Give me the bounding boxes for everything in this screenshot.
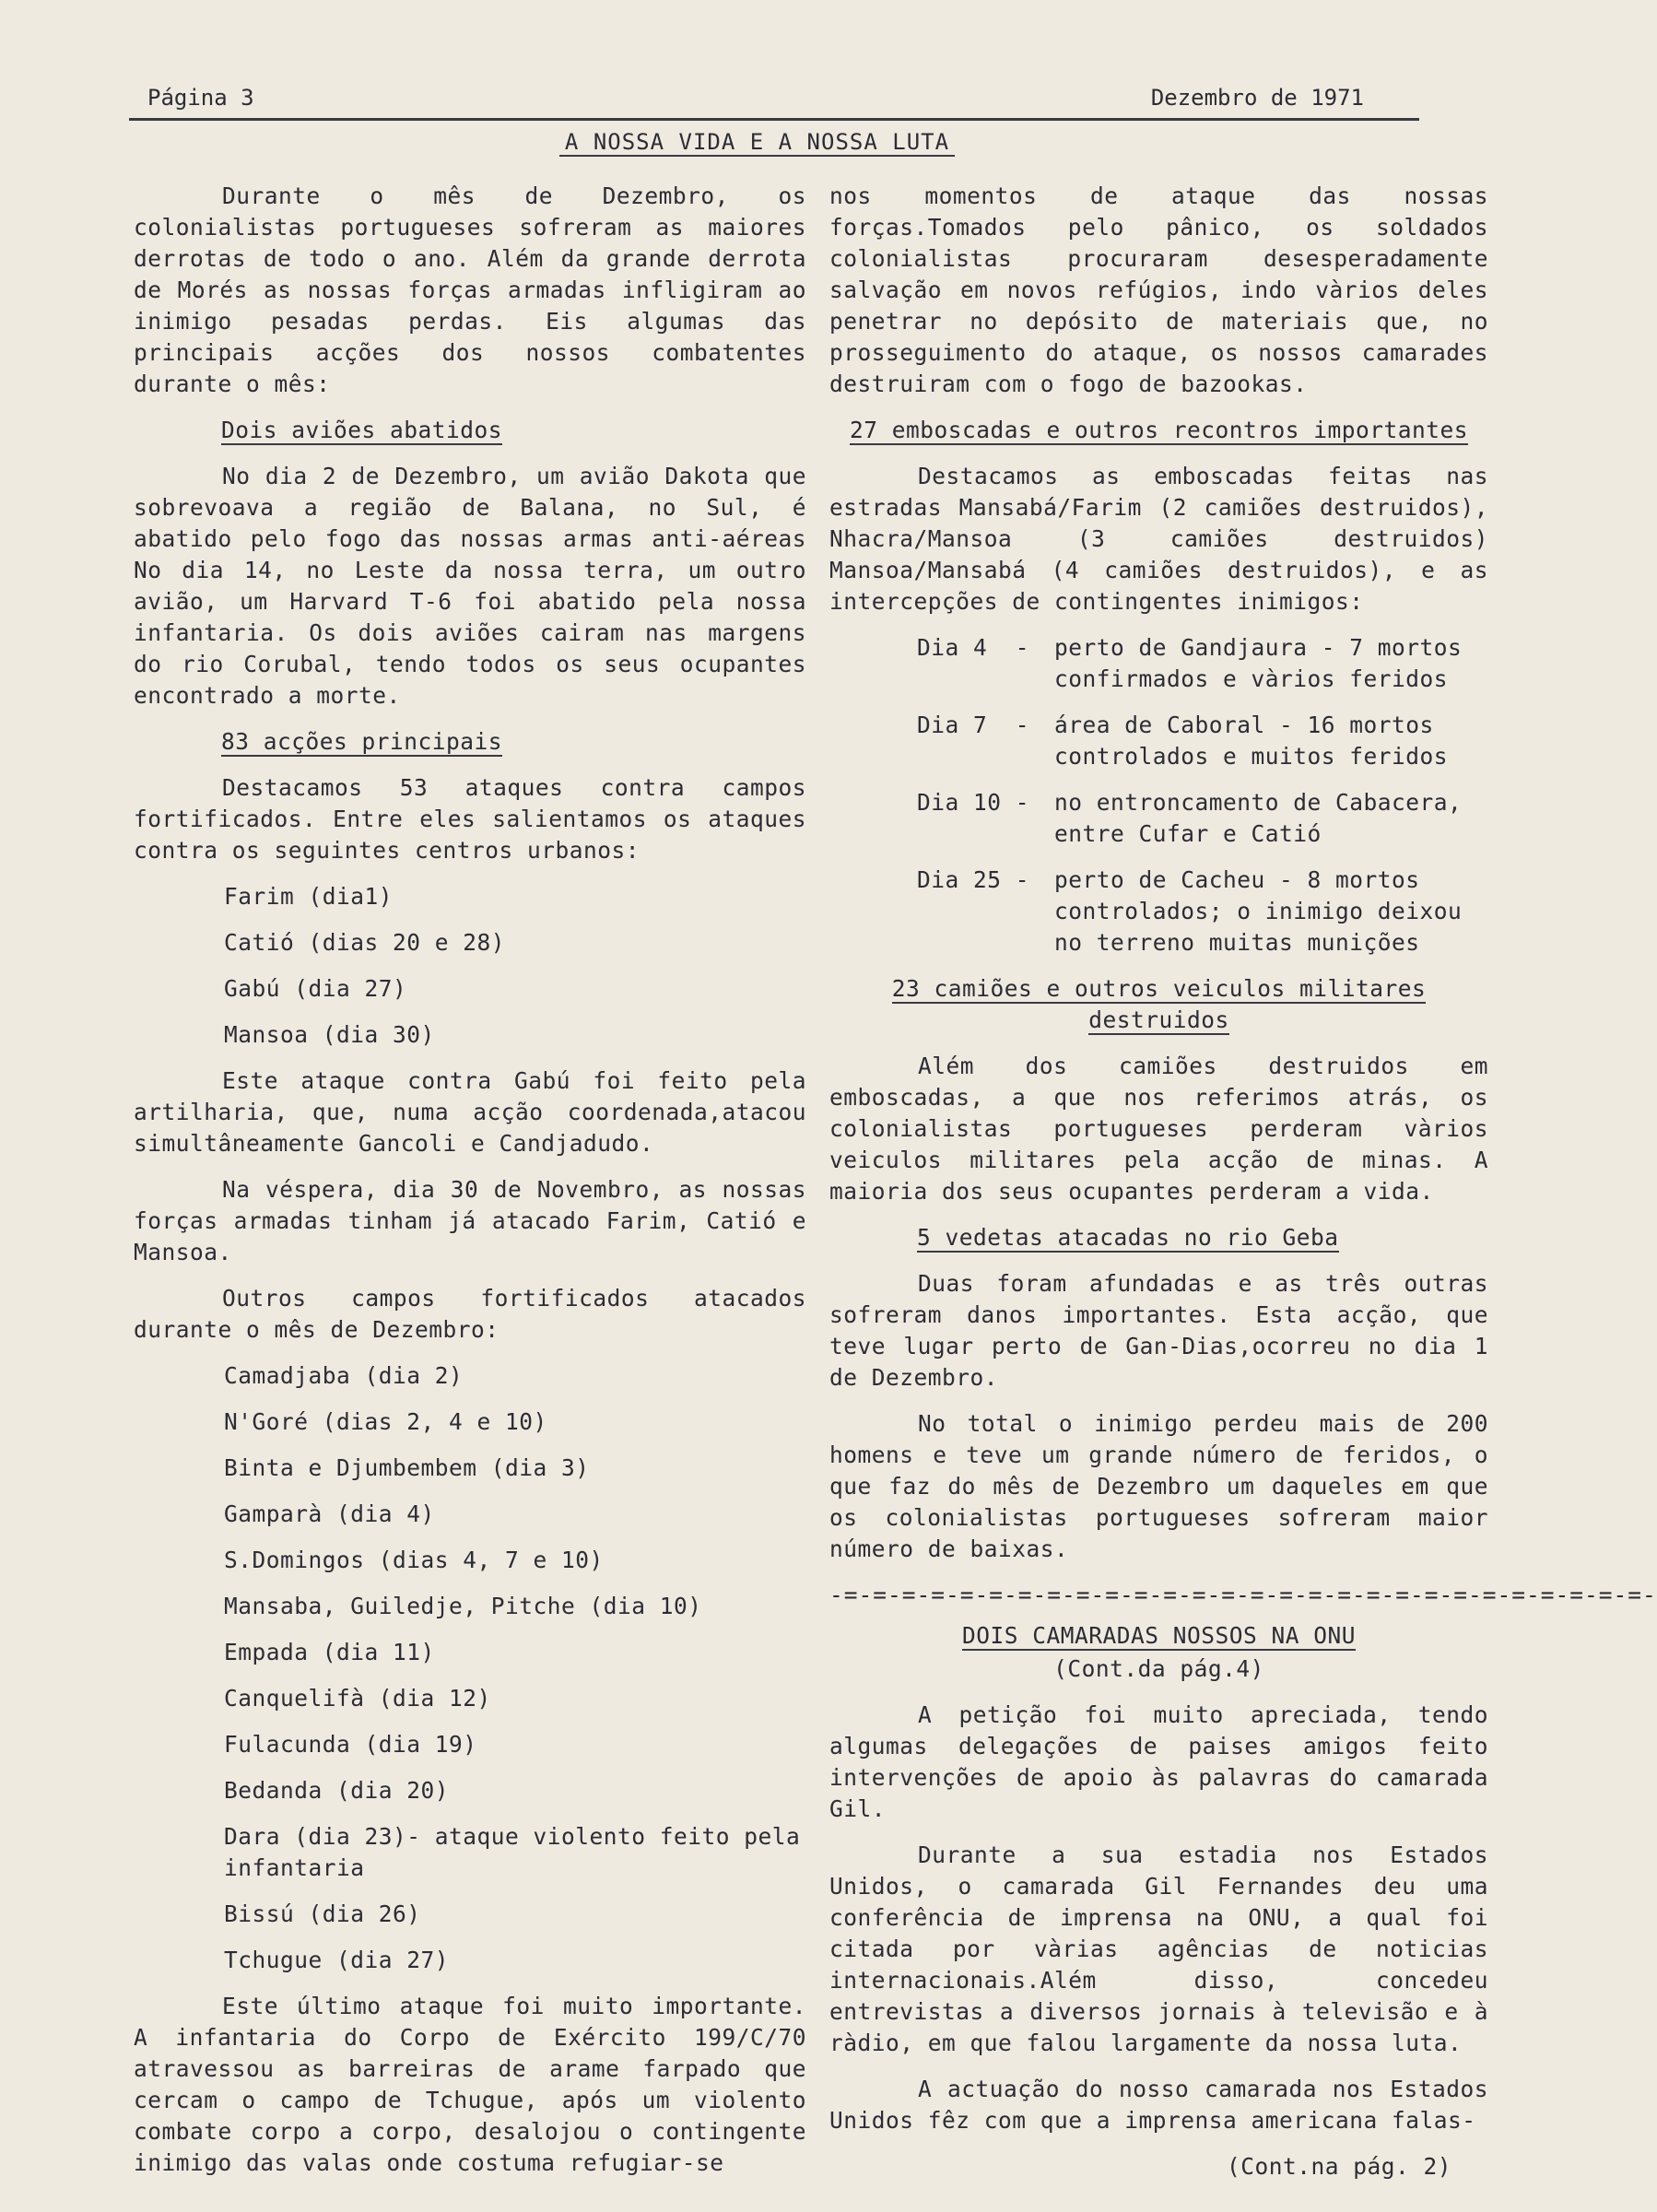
interception-entry [829, 787, 1488, 850]
outros-paragraph: Outros campos fortificados atacados durante o mês de Dezembro: [134, 1285, 806, 1343]
accoes-paragraph: Destacamos 53 ataques contra campos fortificados. Entre eles salientamos os ataques contra os seguintes centros urbanos: [134, 774, 806, 864]
article-title: A NOSSA VIDA E A NOSSA LUTA [0, 129, 1514, 155]
onu-paragraph-1: A petição foi muito apreciada, tendo algumas delegações de paises amigos feito intervenções de apoio às palavras do camarada Gil. [829, 1701, 1488, 1822]
list-item: Gabú (dia 27) [224, 975, 407, 1002]
gabu-paragraph: Este ataque contra Gabú foi feito pela artilharia, que, numa acção coordenada,atacou simultâneamente Gancoli e Candjadudo. [134, 1067, 806, 1157]
page-header [147, 85, 1364, 122]
onu-paragraph-3: A actuação do nosso camarada nos Estados Unidos fêz com que a imprensa americana falas- [829, 2076, 1488, 2134]
entry-day: Dia 4 - [917, 634, 1030, 661]
entry-day: Dia 10 - [917, 789, 1030, 816]
list-item: Empada (dia 11) [224, 1639, 435, 1665]
entry-text: no entroncamento de Cabacera, entre Cufar e Catió [1054, 789, 1463, 847]
section-separator: -=-=-=-=-=-=-=-=-=-=-=-=-=-=-=-=-=-=-=-=-=-=-=-=-=-=-=-=- [829, 1582, 1657, 1608]
entry-text: perto de Gandjaura - 7 mortos confirmados e vàrios feridos [1054, 634, 1463, 692]
section-heading-avioes: Dois aviões abatidos [221, 417, 503, 443]
list-item: Catió (dias 20 e 28) [224, 929, 506, 956]
section-heading-emboscadas: 27 emboscadas e outros recontros importantes [849, 417, 1468, 443]
right-column [829, 181, 1657, 2183]
onu-paragraph-2: Durante a sua estadia nos Estados Unidos, o camarada Gil Fernandes deu uma conferência de imprensa na ONU, a qual foi citada por vàrias agências de noticias internacionais.Além disso, concedeu entrevistas a diversos jornais à televisão e à ràdio, em que falou largamente da nossa luta. [829, 1841, 1488, 2056]
urban-centers-list [134, 881, 806, 1051]
header-rule [129, 118, 1419, 121]
entry-day: Dia 7 - [917, 712, 1030, 738]
list-item: N'Goré (dias 2, 4 e 10) [224, 1408, 547, 1435]
list-item: Canquelifà (dia 12) [224, 1685, 491, 1712]
issue-date: Dezembro de 1971 [1150, 85, 1364, 111]
list-item: Fulacunda (dia 19) [224, 1731, 477, 1758]
list-item: Binta e Djumbembem (dia 3) [224, 1454, 590, 1481]
vedetas-paragraph: Duas foram afundadas e as três outras sofreram danos importantes. Esta acção, que teve lugar perto de Gan-Dias,ocorreu no dia 1 de Dezembro. [829, 1270, 1488, 1391]
emboscadas-paragraph: Destacamos as emboscadas feitas nas estradas Mansabá/Farim (2 camiões destruidos), Nhacra/Mansoa (3 camiões destruidos) Mansoa/Mansabá (4 camiões destruidos), e as intercepções de contingentes inimigos: [829, 463, 1488, 615]
entry-text: perto de Cacheu - 8 mortos controlados; o inimigo deixou no terreno muitas munições [1054, 866, 1463, 956]
list-item: Farim (dia1) [224, 883, 394, 910]
section-heading-camioes: 23 camiões e outros veiculos militares destruidos [891, 975, 1427, 1033]
list-item: Mansaba, Guiledje, Pitche (dia 10) [224, 1593, 702, 1619]
list-item: Dara (dia 23)- ataque violento feito pela infantaria [224, 1823, 801, 1881]
list-item: Bedanda (dia 20) [224, 1777, 450, 1804]
vespera-paragraph: Na véspera, dia 30 de Novembro, as nossas forças armadas tinham já atacado Farim, Catió e Mansoa. [134, 1176, 806, 1265]
list-item: Camadjaba (dia 2) [224, 1362, 464, 1389]
entry-text: área de Caboral - 16 mortos controlados e muitos feridos [1054, 712, 1449, 770]
continued-paragraph: nos momentos de ataque das nossas forças.Tomados pelo pânico, os soldados colonialistas procuraram desesperadamente salvação em novos refúgios, indo vàrios deles penetrar no depósito de materiais que, no prosseguimento do ataque, os nossos camarades destruiram com o fogo de bazookas. [829, 182, 1488, 397]
list-item: S.Domingos (dias 4, 7 e 10) [224, 1547, 604, 1573]
section-heading-vedetas: 5 vedetas atacadas no rio Geba [917, 1224, 1339, 1251]
list-item: Bissú (dia 26) [224, 1900, 421, 1927]
onu-article-title: DOIS CAMARADAS NOSSOS NA ONU [961, 1622, 1356, 1649]
avioes-paragraph: No dia 2 de Dezembro, um avião Dakota que sobrevoava a região de Balana, no Sul, é abatido pelo fogo das nossas armas anti-aéreas No dia 14, no Leste da nossa terra, um outro avião, um Harvard T-6 foi abatido pela nossa infantaria. Os dois aviões cairam nas margens do rio Corubal, tendo todos os seus ocupantes encontrado a morte. [134, 463, 806, 709]
intro-paragraph: Durante o mês de Dezembro, os colonialistas portugueses sofreram as maiores derrotas de todo o ano. Além da grande derrota de Morés as nossas forças armadas infligiram ao inimigo pesadas perdas. Eis algumas das principais acções dos nossos combatentes durante o mês: [134, 182, 806, 397]
interception-entry [829, 710, 1488, 772]
interception-entry [829, 865, 1488, 959]
final-attack-paragraph: Este último ataque foi muito importante. A infantaria do Corpo de Exército 199/C/70 atravessou as barreiras de arame farpado que cercam o campo de Tchugue, após um violento combate corpo a corpo, desalojou o contingente inimigo das valas onde costuma refugiar-se [134, 1993, 806, 2176]
interception-entry [829, 632, 1488, 695]
list-item: Mansoa (dia 30) [224, 1021, 435, 1048]
entry-day: Dia 25 - [917, 866, 1030, 893]
fortified-camps-list [134, 1360, 806, 1976]
total-paragraph: No total o inimigo perdeu mais de 200 homens e teve um grande número de feridos, o que faz do mês de Dezembro um daqueles em que os colonialistas portugueses sofreram maior número de baixas. [829, 1410, 1488, 1562]
section-heading-accoes: 83 acções principais [221, 728, 503, 755]
list-item: Gamparà (dia 4) [224, 1500, 435, 1527]
left-column [134, 181, 806, 2194]
onu-continued-note: (Cont.da pág.4) [1053, 1655, 1264, 1682]
camioes-paragraph: Além dos camiões destruidos em emboscadas, a que nos referimos atrás, os colonialistas portugueses perderam vàrios veiculos militares pela acção de minas. A maioria dos seus ocupantes perderam a vida. [829, 1053, 1488, 1205]
list-item: Tchugue (dia 27) [224, 1947, 450, 1973]
page-number: Página 3 [147, 85, 254, 111]
continued-on-note: (Cont.na pág. 2) [1226, 2153, 1451, 2180]
